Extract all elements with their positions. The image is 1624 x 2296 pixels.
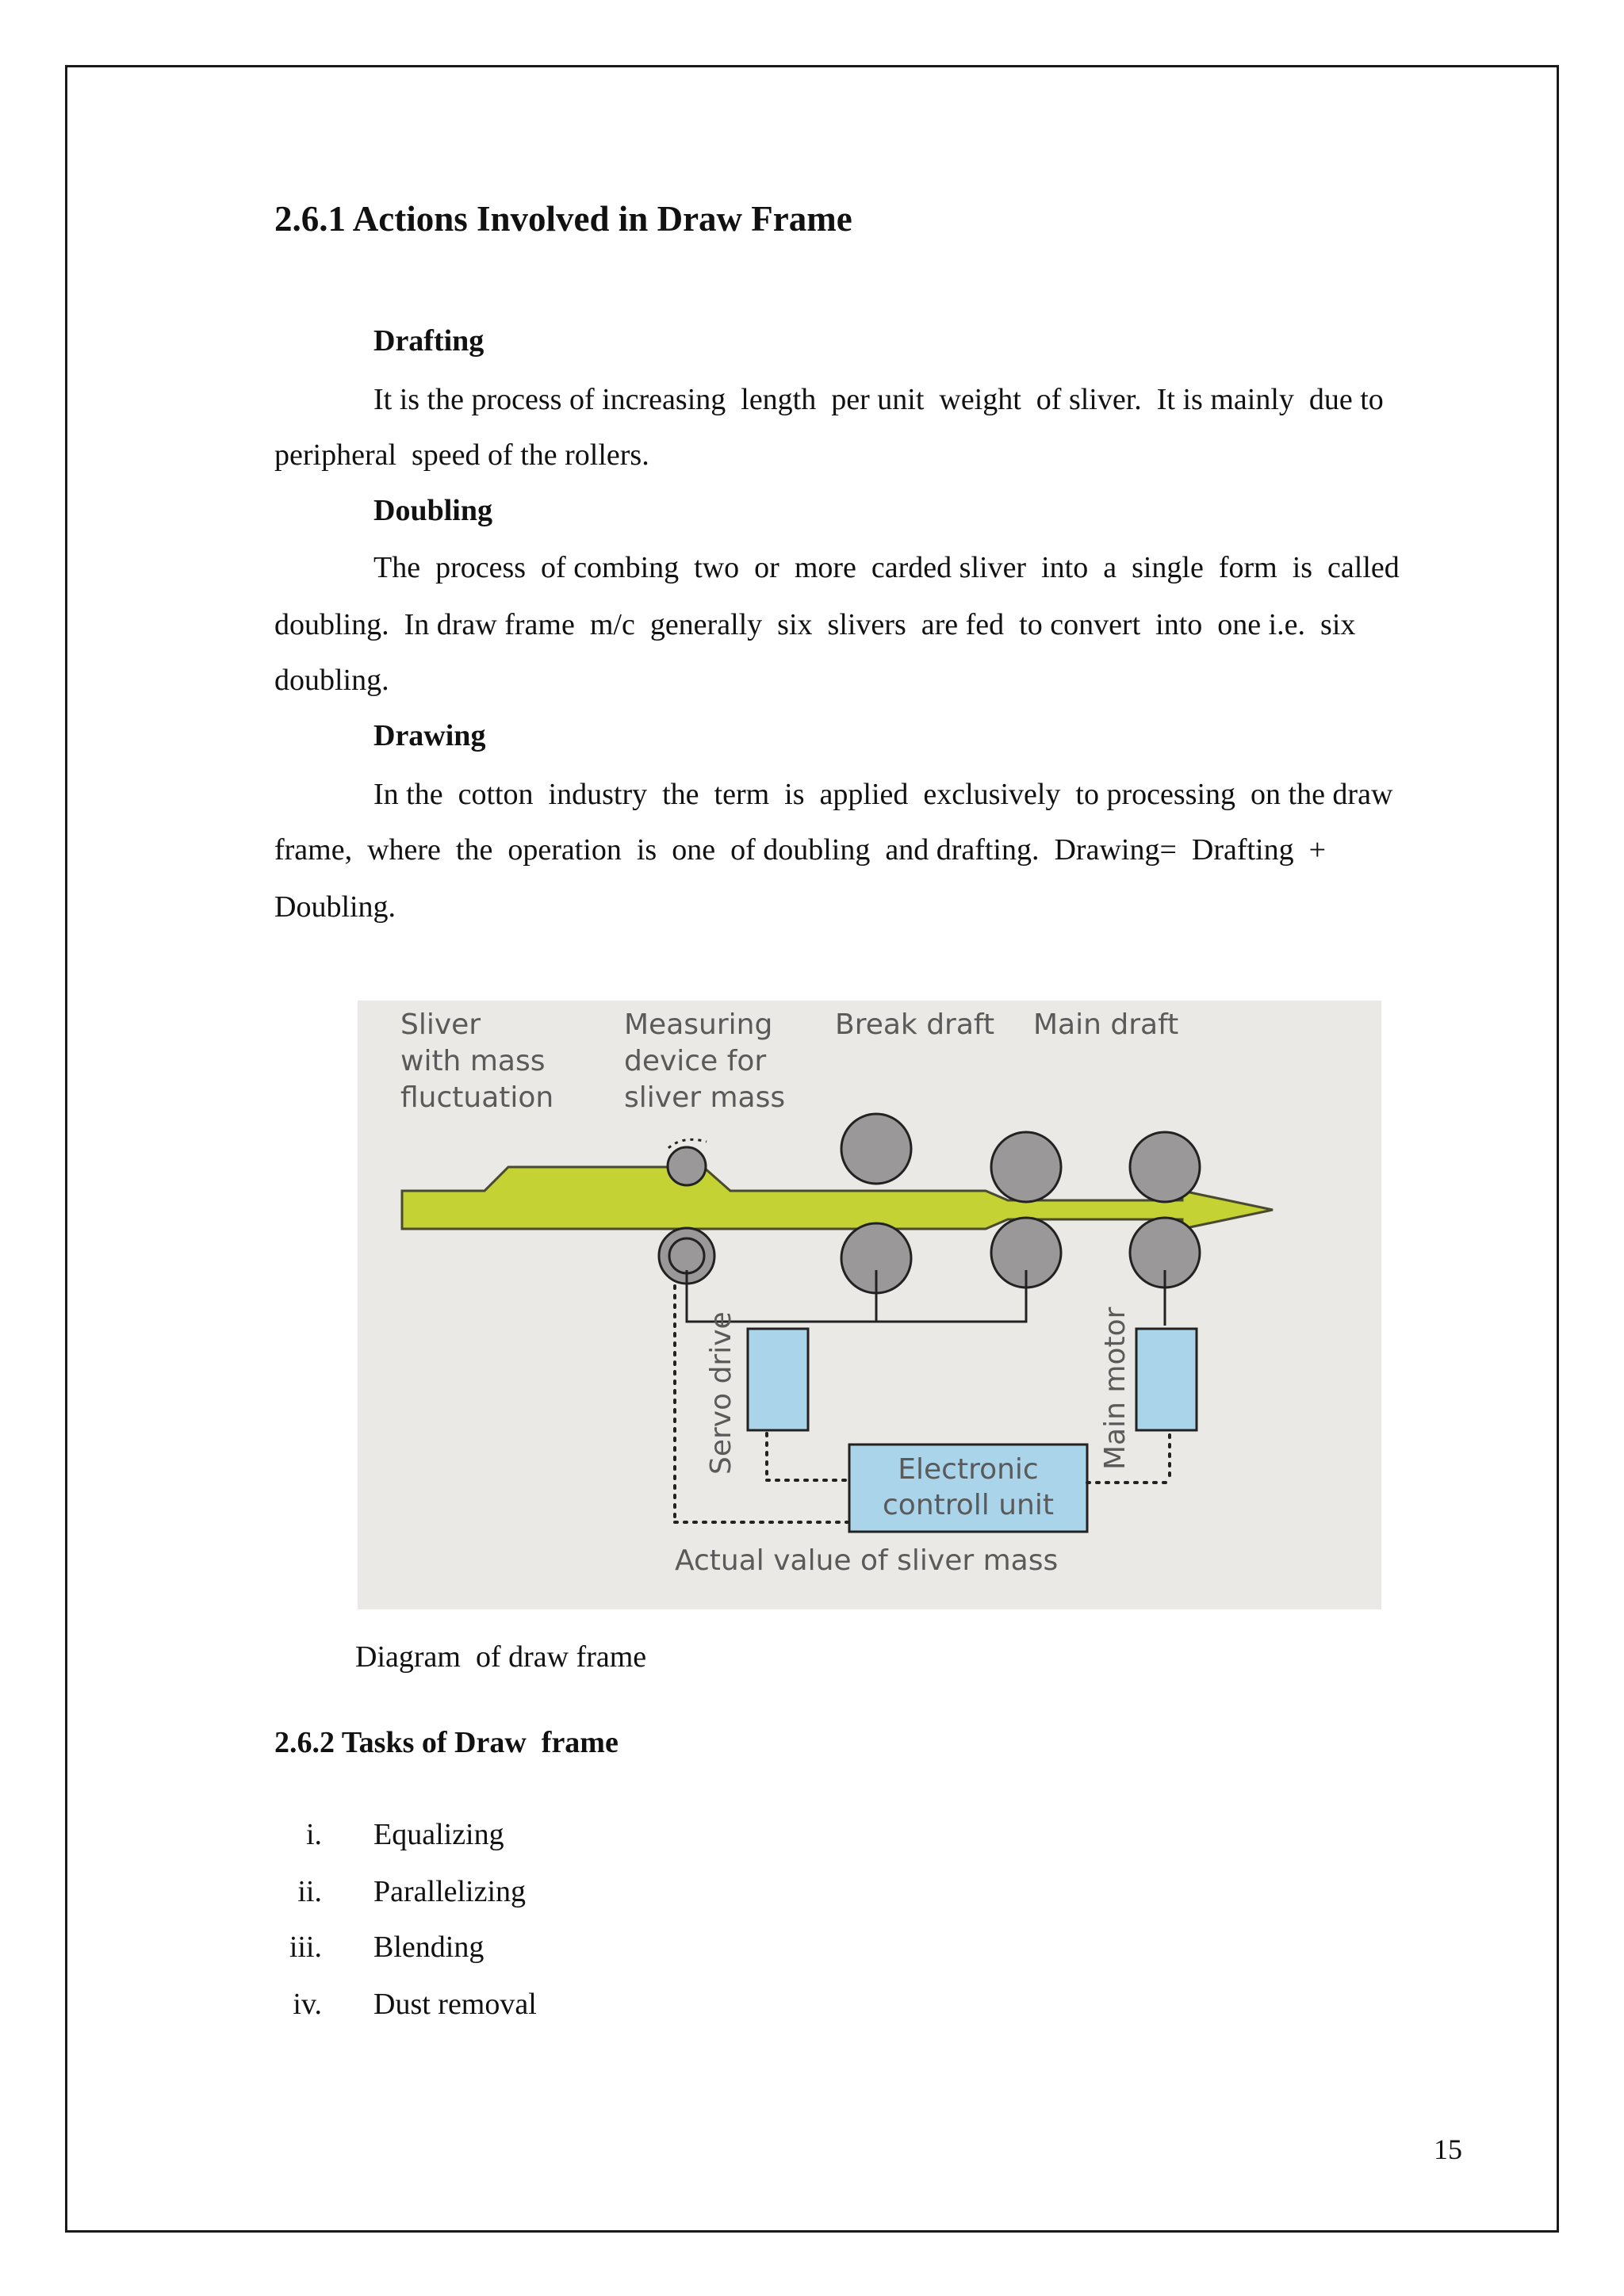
paragraph-line: In the cotton industry the term is applied exclusively to processing on the draw: [373, 778, 1393, 811]
paragraph-line: The process of combing two or more carded sliver into a single form is called: [373, 551, 1400, 584]
main-draft-roller-1-top: [991, 1132, 1061, 1202]
label-sliver-1: Sliver: [400, 1008, 481, 1041]
subsection-title-drawing: Drawing: [373, 719, 486, 752]
label-main-draft: Main draft: [1033, 1008, 1179, 1041]
subsection-title-drafting: Drafting: [373, 324, 485, 358]
label-measuring-2: device for: [624, 1045, 767, 1077]
list-label: Parallelizing: [373, 1875, 527, 1908]
figure-caption: Diagram of draw frame: [355, 1640, 647, 1674]
list-number: iii.: [289, 1931, 322, 1964]
list-label: Equalizing: [373, 1818, 504, 1851]
list-label: Dust removal: [373, 1988, 537, 2021]
label-measuring-3: sliver mass: [624, 1081, 786, 1114]
list-number: iv.: [293, 1988, 322, 2021]
label-main-motor: Main motor: [1099, 1307, 1132, 1470]
break-draft-roller-top: [841, 1114, 911, 1184]
tasks-heading: 2.6.2 Tasks of Draw frame: [274, 1726, 619, 1759]
list-number: i.: [305, 1818, 322, 1851]
label-sliver-2: with mass: [400, 1045, 546, 1077]
paragraph-line: Doubling.: [274, 890, 396, 924]
label-servo-drive: Servo drive: [705, 1311, 737, 1475]
main-motor-box: [1136, 1329, 1197, 1430]
label-break-draft: Break draft: [835, 1008, 995, 1041]
label-control-unit-1: Electronic: [898, 1453, 1039, 1486]
section-heading: 2.6.1 Actions Involved in Draw Frame: [274, 199, 852, 239]
label-sliver-3: fluctuation: [400, 1081, 554, 1114]
servo-drive-box: [748, 1329, 808, 1430]
list-number: ii.: [297, 1875, 322, 1908]
subsection-title-doubling: Doubling: [373, 494, 492, 527]
paragraph-line: It is the process of increasing length per unit weight of sliver. It is mainly due to: [373, 383, 1384, 416]
label-actual-value: Actual value of sliver mass: [675, 1544, 1059, 1577]
label-control-unit-2: controll unit: [883, 1489, 1054, 1521]
paragraph-line: peripheral speed of the rollers.: [274, 438, 649, 472]
page-number: 15: [1434, 2133, 1462, 2165]
main-draft-roller-2-top: [1130, 1132, 1200, 1202]
draw-frame-diagram: [358, 1001, 1381, 1609]
paragraph-line: doubling. In draw frame m/c generally six slivers are fed to convert into one i.e. six: [274, 608, 1356, 641]
list-label: Blending: [373, 1931, 485, 1964]
paragraph-line: doubling.: [274, 664, 389, 697]
label-measuring-1: Measuring: [624, 1008, 773, 1041]
paragraph-line: frame, where the operation is one of doubling and drafting. Drawing= Drafting +: [274, 833, 1327, 867]
measuring-roller-top: [668, 1147, 706, 1185]
